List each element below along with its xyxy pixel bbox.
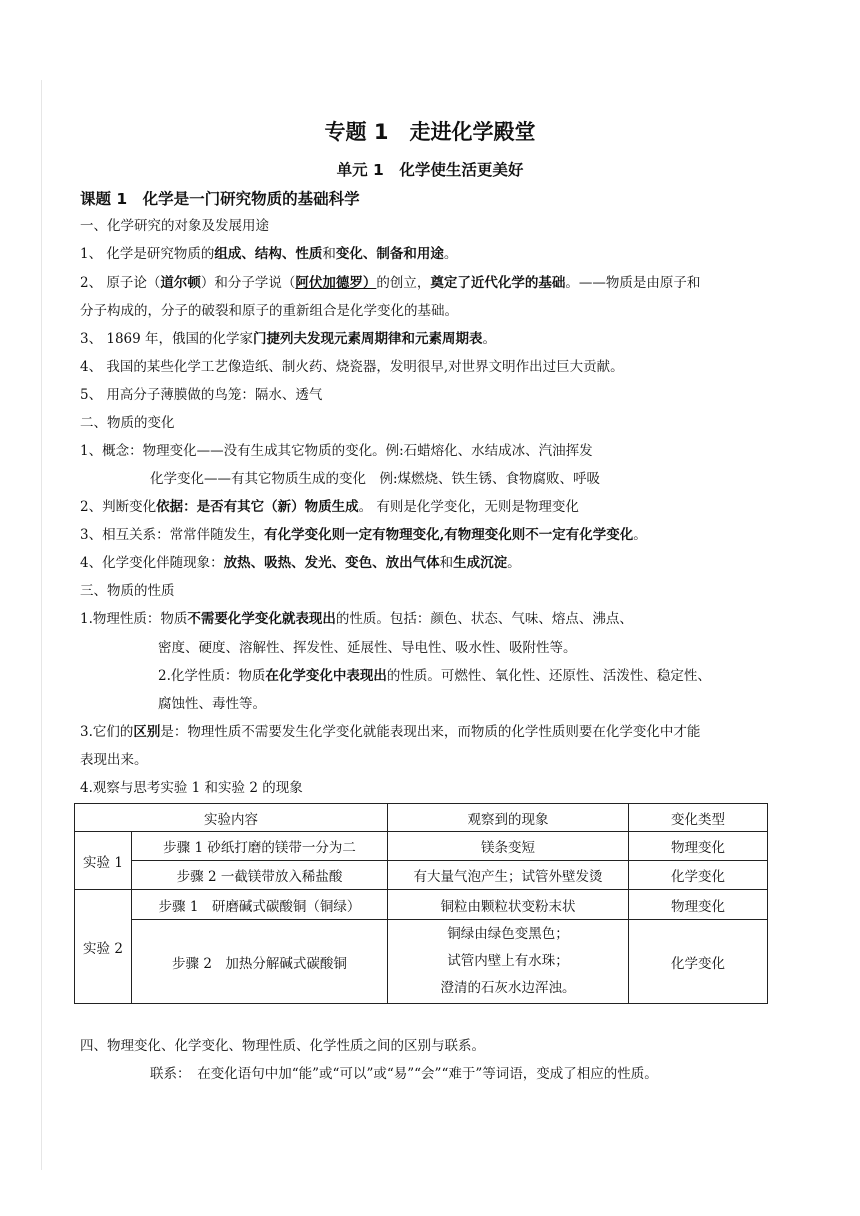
section-1-item-2-cont: 分子构成的，分子的破裂和原子的重新组合是化学变化的基础。 [80, 303, 458, 319]
change-type-cell: 化学变化 [629, 861, 768, 890]
observation-line: 铜绿由绿色变黑色； [447, 926, 569, 942]
table-row [75, 890, 768, 920]
step-cell: 步骤 2 一截镁带放入稀盐酸 [132, 861, 388, 890]
change-type-cell: 物理变化 [629, 832, 768, 861]
section-2-heading: 二、物质的变化 [80, 415, 175, 431]
section-1-item-4: 4、 我国的某些化学工艺像造纸、制火药、烧瓷器，发明很早,对世界文明作出过巨大贡献。 [80, 359, 624, 375]
step-cell: 步骤 1 砂纸打磨的镁带一分为二 [132, 832, 388, 861]
table-header-row [75, 804, 768, 832]
section-1-heading: 一、化学研究的对象及发展用途 [80, 218, 269, 234]
section-1-item-3: 3、 1869 年，俄国的化学家门捷列夫发现元素周期律和元素周期表。 [80, 331, 497, 347]
section-3-item-4: 4.观察与思考实验 1 和实验 2 的现象 [80, 780, 303, 796]
observation-cell: 镁条变短 [388, 832, 629, 861]
table-row [75, 920, 768, 1004]
section-2-item-4: 4、化学变化伴随现象：放热、吸热、发光、变色、放出气体和生成沉淀。 [80, 555, 521, 571]
section-3-heading: 三、物质的性质 [80, 583, 175, 599]
header-change-type: 变化类型 [629, 804, 768, 832]
section-3-item-3-cont: 表现出来。 [80, 752, 148, 768]
experiment-table [74, 803, 768, 1004]
section-3-item-1-cont: 密度、硬度、溶解性、挥发性、延展性、导电性、吸水性、吸附性等。 [158, 640, 577, 656]
change-type-cell: 物理变化 [629, 890, 768, 920]
section-3-item-2: 2.化学性质：物质在化学变化中表现出的性质。可燃性、氧化性、还原性、活泼性、稳定性、 [158, 668, 711, 684]
section-4-heading: 四、物理变化、化学变化、物理性质、化学性质之间的区别与联系。 [80, 1038, 485, 1054]
document-title: 专题 1 走进化学殿堂 [324, 120, 536, 144]
observation-line: 试管内壁上有水珠； [447, 953, 569, 969]
step-cell: 步骤 2 加热分解碱式碳酸铜 [132, 920, 388, 1004]
section-2-item-1: 1、概念：物理变化——没有生成其它物质的变化。例:石蜡熔化、水结成冰、汽油挥发 [80, 443, 593, 459]
section-2-item-2: 2、判断变化依据：是否有其它（新）物质生成。 有则是化学变化，无则是物理变化 [80, 499, 579, 515]
section-3-item-2-cont: 腐蚀性、毒性等。 [158, 696, 266, 712]
table-row [75, 832, 768, 861]
table-row [75, 861, 768, 890]
page-margin-line [41, 80, 42, 1170]
section-1-item-2: 2、 原子论（道尔顿）和分子学说（阿伏加德罗）的创立，奠定了近代化学的基础。——物质是由原子和 [80, 275, 701, 291]
section-2-item-3: 3、相互关系：常常伴随发生，有化学变化则一定有物理变化,有物理变化则不一定有化学变化。 [80, 527, 647, 543]
section-3-item-3: 3.它们的区别是：物理性质不需要发生化学变化就能表现出来，而物质的化学性质则要在化学变化中才能 [80, 724, 701, 740]
section-1-item-5: 5、 用高分子薄膜做的鸟笼：隔水、透气 [80, 387, 323, 403]
change-type-cell: 化学变化 [629, 920, 768, 1004]
section-3-item-1: 1.物理性质：物质不需要化学变化就表现出的性质。包括：颜色、状态、气味、熔点、沸点、 [80, 611, 633, 627]
experiment-2-label: 实验 2 [75, 890, 132, 1004]
section-2-item-1-cont: 化学变化——有其它物质生成的变化 例:煤燃烧、铁生锈、食物腐败、呼吸 [150, 471, 601, 487]
step-cell: 步骤 1 研磨碱式碳酸铜（铜绿） [132, 890, 388, 920]
unit-title: 单元 1 化学使生活更美好 [336, 161, 524, 179]
observation-cell: 有大量气泡产生；试管外壁发烫 [388, 861, 629, 890]
observation-line: 澄清的石灰水边浑浊。 [440, 980, 576, 996]
section-1-item-1: 1、 化学是研究物质的组成、结构、性质和变化、制备和用途。 [80, 246, 458, 262]
experiment-1-label: 实验 1 [75, 832, 132, 890]
section-4-item-1: 联系： 在变化语句中加“能”或“可以”或“易”“会”“难于”等词语，变成了相应的性质。 [150, 1066, 658, 1082]
observation-cell-multiline [388, 920, 629, 1004]
lesson-title: 课题 1 化学是一门研究物质的基础科学 [80, 190, 360, 208]
header-experiment-content: 实验内容 [75, 804, 388, 832]
header-observation: 观察到的现象 [388, 804, 629, 832]
observation-cell: 铜粒由颗粒状变粉末状 [388, 890, 629, 920]
